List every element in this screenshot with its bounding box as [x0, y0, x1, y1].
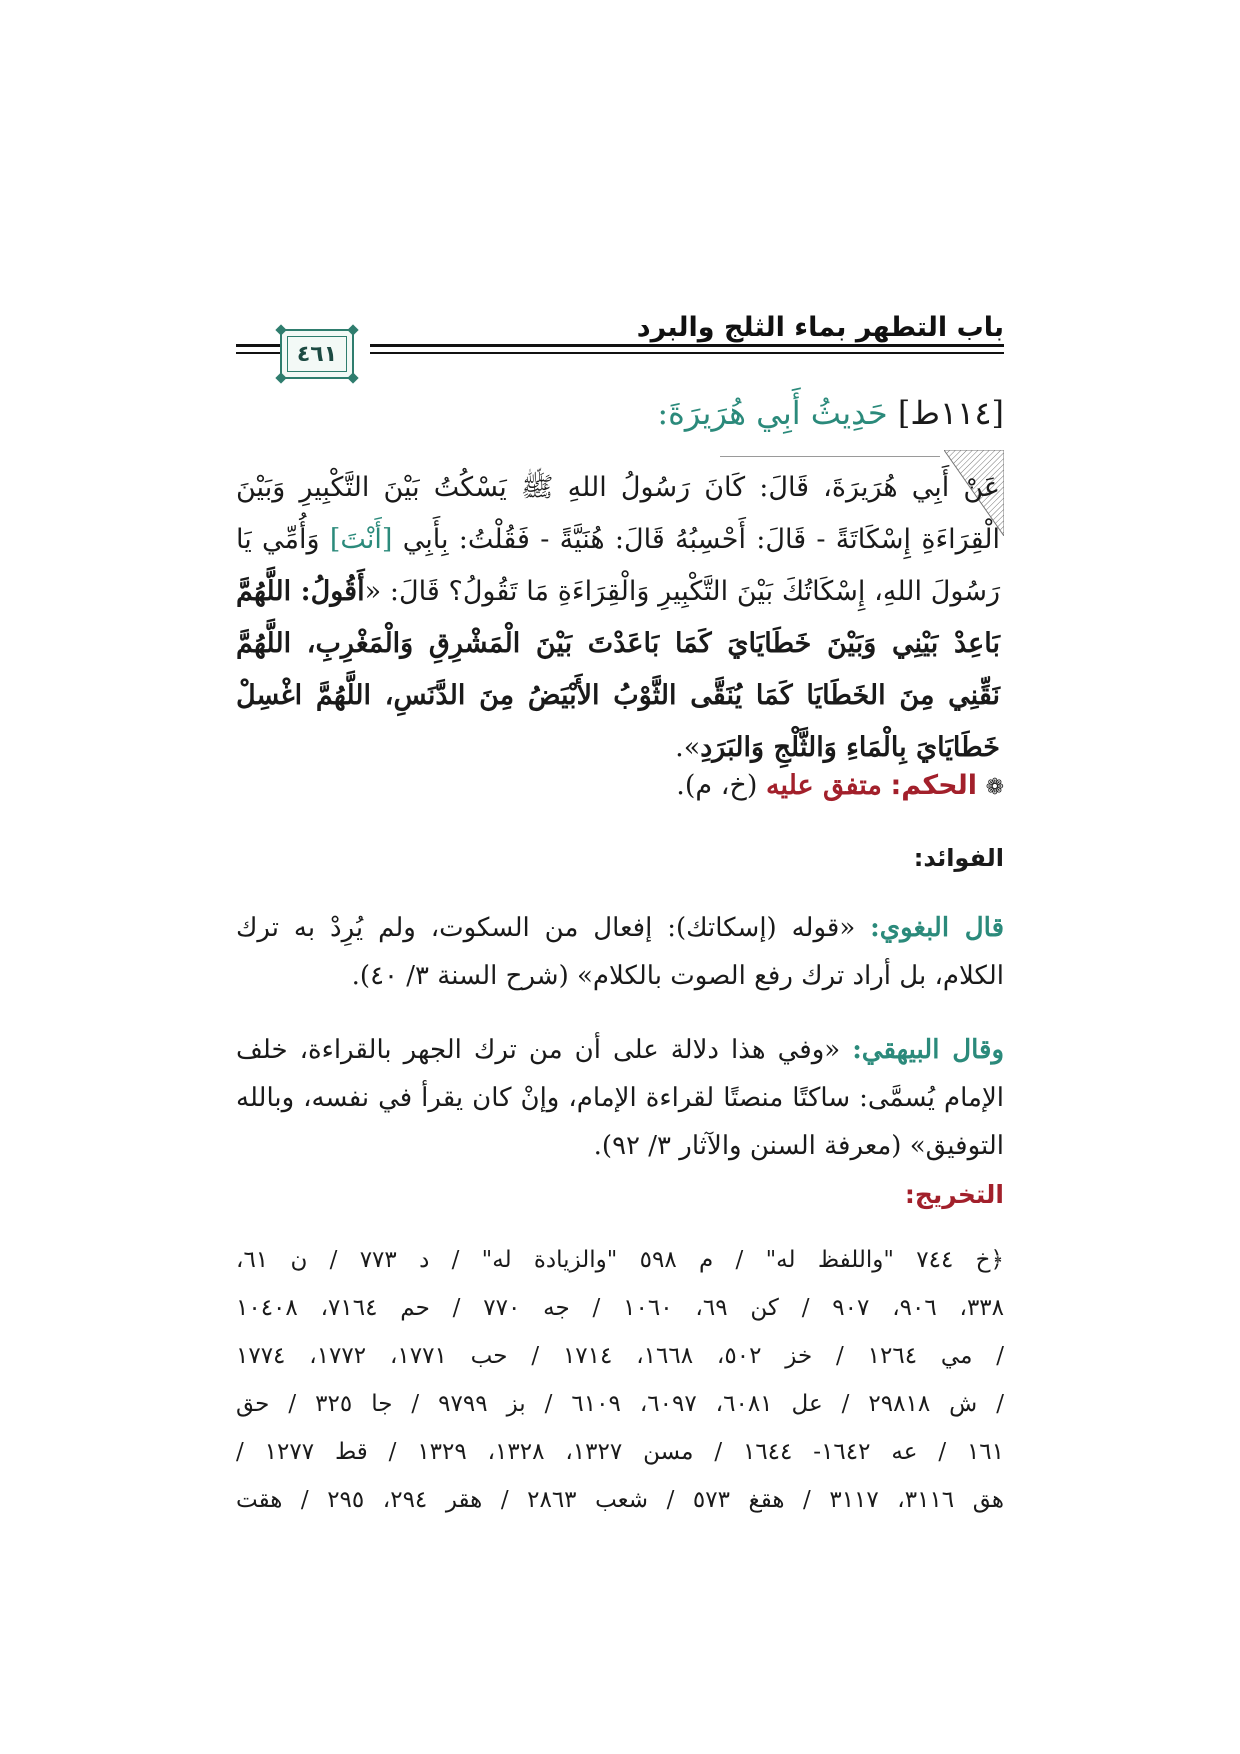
header-rule-left-bottom — [236, 352, 280, 354]
hadith-text-end: ». — [675, 732, 701, 763]
frame-corner-ornament — [347, 372, 358, 383]
frame-corner-ornament — [275, 324, 286, 335]
sources-line: / ش ٢٩٨١٨ / عل ٦٠٨١، ٦٠٩٧، ٦١٠٩ / بز ٩٧٩٩ / جا ٣٢٥ / حق — [236, 1391, 1004, 1417]
page-number-frame — [280, 329, 354, 379]
frame-corner-ornament — [275, 372, 286, 383]
header-rule-top — [370, 344, 1004, 347]
header-rule-bottom — [370, 352, 1004, 354]
ornament-flower-icon: ❁ — [985, 775, 1004, 800]
hadith-text-part1: عَنْ أَبِي هُرَيرَةَ، قَالَ: كَانَ رَسُولُ اللهِ ﷺ يَسْكُتُ بَيْنَ التَّكْبِيرِ وَبَيْنَ الْقِرَاءَةِ إِسْكَاتَةً - قَالَ: أَحْسِبُهُ قَالَ: هُنَيَّةً - فَقُلْتُ: بِأَبِي — [236, 472, 1000, 555]
sources-line: / مي ١٢٦٤ / خز ٥٠٢، ١٦٦٨، ١٧١٤ / حب ١٧٧١، ١٧٧٢، ١٧٧٤ — [236, 1343, 1005, 1369]
hadith-text — [236, 462, 1000, 774]
ruling-detail: (خ، م). — [676, 770, 758, 801]
sources-line: ٣٣٨، ٩٠٦، ٩٠٧ / كن ٦٩، ١٠٦٠ / جه ٧٧٠ / حم ٧١٦٤، ١٠٤٠٨ — [236, 1295, 1005, 1321]
divider-line — [720, 456, 940, 457]
page-number: ٤٦١ — [296, 341, 338, 367]
hadith-title: حَدِيثُ أَبِي هُرَيرَةَ: — [657, 394, 888, 432]
bayhaqi-speaker: وقال البيهقي: — [852, 1035, 1005, 1065]
sources-line: هق ٣١١٦، ٣١١٧ / هقغ ٥٧٣ / شعب ٢٨٦٣ / هقر ٢٩٤، ٢٩٥ / هقت — [236, 1487, 1005, 1513]
baghawi-speaker: قال البغوي: — [870, 913, 1005, 943]
bayhaqi-paragraph — [236, 1026, 1004, 1170]
benefits-heading: الفوائد: — [913, 844, 1004, 872]
ruling-line — [676, 770, 1004, 801]
chapter-title: باب التطهر بماء الثلج والبرد — [636, 312, 1004, 343]
hadith-number: [١١٤ط] — [897, 394, 1004, 432]
baghawi-paragraph — [236, 904, 1004, 1000]
header-rule-left-top — [236, 344, 280, 347]
frame-corner-ornament — [347, 324, 358, 335]
takhrij-heading: التخريج: — [904, 1180, 1004, 1209]
ruling-value: متفق عليه — [765, 770, 882, 801]
baghawi-text: «قوله (إسكاتك): إفعال من السكوت، ولم يُرِدْ به ترك الكلام، بل أراد ترك رفع الصوت بالكلام» (شرح السنة ٣/ ٤٠). — [236, 913, 1004, 991]
hadith-text-supplication: أَقُولُ: اللَّهُمَّ بَاعِدْ بَيْنِي وَبَيْنَ خَطَايَايَ كَمَا بَاعَدْتَ بَيْنَ الْمَشْرِقِ وَالْمَغْرِبِ، اللَّهُمَّ نَقِّنِي مِنَ الخَطَايَا كَمَا يُنَقَّى الثَّوْبُ الأَبْيَضُ مِنَ الدَّنَسِ، اللَّهُمَّ اغْسِلْ خَطَايَايَ بِالْمَاءِ وَالثَّلْجِ وَالبَرَدِ — [236, 576, 1000, 763]
bayhaqi-text: «وفي هذا دلالة على أن من ترك الجهر بالقراءة، خلف الإمام يُسمَّى: ساكتًا منصتًا لقراءة الإمام، وإنْ كان يقرأ في نفسه، وبالله التوفيق» (معرفة السنن والآثار ٣/ ٩٢). — [236, 1035, 1004, 1161]
sources-line: ﴿خ ٧٤٤ "واللفظ له" / م ٥٩٨ "والزيادة له" / د ٧٧٣ / ن ٦١، — [236, 1247, 1004, 1273]
hadith-text-part2: وَأُمِّي يَا رَسُولَ اللهِ، إِسْكَاتُكَ بَيْنَ التَّكْبِيرِ وَالْقِرَاءَةِ مَا تَقُولُ؟ قَالَ: « — [236, 524, 1001, 607]
ruling-label: الحكم: — [890, 770, 977, 801]
sources-block — [236, 1236, 1004, 1524]
hadith-heading — [657, 394, 1004, 432]
sources-line: ١٦١ / عه ١٦٤٢- ١٦٤٤ / مسن ١٣٢٧، ١٣٢٨، ١٣٢٩ / قط ١٢٧٧ / — [236, 1439, 1005, 1465]
hadith-text-insertion: [أَنْتَ] — [329, 524, 393, 555]
